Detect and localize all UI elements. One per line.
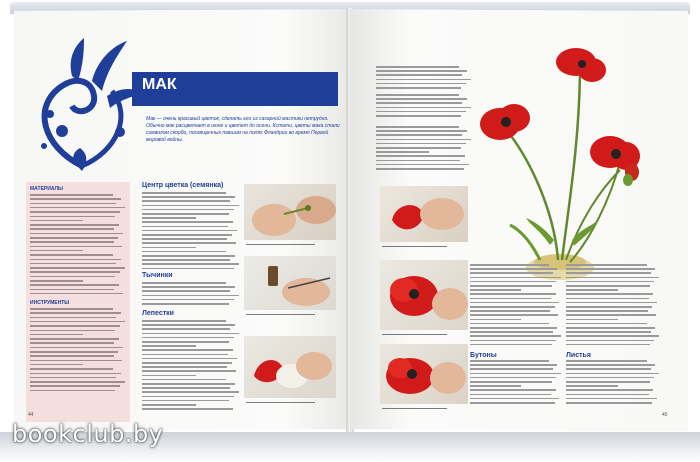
- left-page-number: 44: [28, 412, 34, 418]
- text-line: [30, 308, 113, 310]
- text-line: [376, 94, 459, 96]
- page-title: МАК: [142, 76, 177, 93]
- text-line: [566, 360, 647, 362]
- materials-heading: МАТЕРИАЛЫ: [30, 186, 63, 192]
- text-line: [470, 268, 557, 270]
- text-line: [566, 402, 652, 404]
- text-line: [30, 203, 116, 205]
- text-line: [246, 314, 315, 315]
- text-line: [142, 387, 230, 389]
- text-line: [470, 272, 553, 274]
- text-line: [142, 320, 226, 322]
- text-line: [376, 74, 462, 76]
- text-line: [30, 390, 115, 392]
- text-line: [142, 391, 239, 393]
- text-line: [142, 217, 196, 219]
- text-line: [142, 282, 226, 284]
- intro-paragraph: Мак — очень красивый цветок, сделать его из сахарной мастики нетрудно. Обычно мак расцветает в июне и цветет до осени. Кстати, цветы мака стали символом скорби, посвященных павшим на полях Фландрии во время Первой мировой войны.: [146, 116, 340, 143]
- text-line: [30, 334, 83, 336]
- section-heading-petals: Лепестки: [142, 310, 174, 317]
- text-line: [376, 87, 461, 89]
- text-line: [30, 194, 113, 196]
- text-line: [376, 115, 461, 117]
- text-line: [566, 368, 651, 370]
- text-line: [142, 333, 239, 335]
- text-line: [142, 408, 233, 410]
- text-line: [566, 389, 653, 391]
- watermark-text: bookclub.by: [12, 420, 164, 448]
- text-line: [376, 168, 464, 170]
- text-line: [142, 221, 233, 223]
- text-line: [246, 244, 315, 245]
- text-line: [142, 209, 234, 211]
- text-line: [142, 379, 226, 381]
- text-line: [142, 324, 235, 326]
- ornament-icon: [22, 36, 142, 176]
- photo-petal-wire: [380, 186, 468, 242]
- text-line: [142, 255, 235, 257]
- text-line: [142, 238, 227, 240]
- text-line: [566, 298, 649, 300]
- text-line: [376, 111, 466, 113]
- text-line: [142, 400, 229, 402]
- section-heading-leaves: Листья: [566, 352, 591, 359]
- text-line: [376, 102, 462, 104]
- text-line: [30, 259, 121, 261]
- text-line: [470, 323, 549, 325]
- text-line: [566, 381, 650, 383]
- text-line: [382, 408, 447, 409]
- text-line: [566, 319, 618, 321]
- text-line: [470, 335, 561, 337]
- text-line: [142, 370, 236, 372]
- text-line: [470, 285, 552, 287]
- text-line: [376, 126, 459, 128]
- text-line: [30, 360, 122, 362]
- text-line: [566, 314, 656, 316]
- text-line: [376, 139, 471, 141]
- text-line: [30, 355, 114, 357]
- text-line: [376, 164, 469, 166]
- text-line: [470, 368, 553, 370]
- text-line: [566, 293, 653, 295]
- photo-petals-assembled: [380, 260, 468, 330]
- text-line: [470, 293, 556, 295]
- text-line: [376, 107, 471, 109]
- text-line: [142, 366, 227, 368]
- text-line: [566, 331, 651, 333]
- photo-hands-wire: [244, 184, 336, 240]
- text-line: [30, 250, 83, 252]
- text-line: [30, 368, 113, 370]
- text-line: [142, 345, 196, 347]
- text-line: [376, 134, 462, 136]
- text-line: [566, 340, 654, 342]
- text-line: [30, 312, 121, 314]
- text-line: [470, 373, 561, 375]
- text-line: [30, 241, 114, 243]
- text-line: [470, 306, 555, 308]
- text-line: [30, 342, 114, 344]
- text-line: [566, 285, 650, 287]
- text-line: [30, 377, 116, 379]
- text-line: [376, 151, 429, 153]
- text-line: [142, 354, 228, 356]
- text-line: [566, 327, 655, 329]
- text-line: [142, 299, 234, 301]
- text-line: [376, 98, 467, 100]
- right-page-number: 45: [662, 412, 668, 418]
- text-line: [30, 224, 119, 226]
- photo-poppy-arrangement: [470, 40, 670, 300]
- text-line: [30, 373, 121, 375]
- text-line: [30, 211, 120, 213]
- tools-heading: ИНСТРУМЕНТЫ: [30, 300, 70, 306]
- text-line: [142, 349, 233, 351]
- text-line: [382, 334, 447, 335]
- text-line: [470, 381, 552, 383]
- text-line: [30, 330, 115, 332]
- text-line: [142, 263, 239, 265]
- text-line: [142, 328, 230, 330]
- text-line: [30, 233, 123, 235]
- text-line: [566, 323, 647, 325]
- text-line: [30, 293, 123, 295]
- text-line: [566, 385, 618, 387]
- text-line: [470, 402, 555, 404]
- text-line: [566, 373, 659, 375]
- section-heading-buds: Бутоны: [470, 352, 497, 359]
- text-line: [470, 310, 550, 312]
- text-line: [142, 259, 230, 261]
- text-line: [30, 347, 123, 349]
- text-line: [470, 281, 556, 283]
- text-line: [470, 327, 557, 329]
- text-line: [470, 360, 549, 362]
- text-line: [142, 268, 234, 270]
- text-line: [30, 198, 121, 200]
- text-line: [30, 220, 83, 222]
- text-line: [142, 230, 237, 232]
- text-line: [566, 344, 650, 346]
- text-line: [566, 268, 655, 270]
- text-line: [142, 234, 232, 236]
- text-line: [566, 394, 649, 396]
- text-line: [376, 130, 467, 132]
- text-line: [566, 264, 647, 266]
- text-line: [376, 160, 460, 162]
- text-line: [142, 396, 234, 398]
- text-line: [142, 362, 232, 364]
- text-line: [566, 272, 651, 274]
- text-line: [30, 228, 114, 230]
- text-line: [142, 196, 235, 198]
- text-line: [470, 331, 553, 333]
- text-line: [30, 216, 115, 218]
- text-line: [470, 319, 521, 321]
- text-line: [30, 246, 122, 248]
- text-line: [30, 338, 119, 340]
- text-line: [566, 398, 657, 400]
- text-line: [470, 302, 559, 304]
- text-line: [142, 200, 230, 202]
- text-line: [142, 226, 228, 228]
- text-line: [142, 383, 235, 385]
- text-line: [142, 303, 229, 305]
- text-line: [470, 344, 552, 346]
- text-line: [142, 286, 235, 288]
- text-line: [470, 364, 557, 366]
- text-line: [142, 404, 196, 406]
- text-line: [142, 251, 226, 253]
- text-line: [376, 79, 471, 81]
- text-line: [30, 385, 120, 387]
- text-line: [470, 385, 521, 387]
- text-line: [30, 289, 114, 291]
- text-line: [30, 254, 113, 256]
- text-line: [566, 377, 654, 379]
- text-line: [142, 247, 196, 249]
- text-line: [142, 192, 226, 194]
- text-line: [566, 289, 618, 291]
- text-line: [376, 83, 466, 85]
- text-line: [246, 402, 315, 403]
- text-line: [30, 325, 120, 327]
- text-line: [470, 277, 561, 279]
- text-line: [470, 377, 556, 379]
- text-line: [470, 264, 549, 266]
- text-line: [30, 276, 115, 278]
- text-line: [566, 306, 652, 308]
- section-heading-center: Центр цветка (семянка): [142, 182, 224, 189]
- text-line: [30, 284, 119, 286]
- text-line: [566, 335, 659, 337]
- text-line: [30, 267, 125, 269]
- text-line: [30, 381, 125, 383]
- text-line: [142, 290, 230, 292]
- text-line: [470, 298, 551, 300]
- text-line: [470, 314, 558, 316]
- text-line: [566, 277, 659, 279]
- text-line: [142, 341, 229, 343]
- text-line: [566, 310, 648, 312]
- text-line: [142, 205, 239, 207]
- text-line: [376, 66, 459, 68]
- text-line: [142, 375, 196, 377]
- text-line: [376, 143, 466, 145]
- photo-flower-finish: [380, 344, 468, 404]
- text-line: [470, 289, 521, 291]
- photo-stamens-paint: [244, 256, 336, 310]
- text-line: [30, 364, 83, 366]
- text-line: [30, 271, 120, 273]
- section-heading-stamens: Тычинки: [142, 272, 173, 279]
- text-line: [382, 246, 447, 247]
- text-line: [376, 147, 461, 149]
- text-line: [30, 237, 118, 239]
- text-line: [30, 317, 116, 319]
- text-line: [470, 389, 556, 391]
- text-line: [142, 337, 234, 339]
- text-line: [142, 295, 239, 297]
- photo-petals-cutting: [244, 336, 336, 398]
- text-line: [376, 155, 465, 157]
- text-line: [376, 70, 467, 72]
- text-line: [566, 281, 654, 283]
- text-line: [30, 321, 125, 323]
- text-line: [30, 351, 118, 353]
- text-line: [566, 302, 657, 304]
- text-line: [30, 280, 83, 282]
- text-line: [30, 207, 125, 209]
- text-line: [470, 394, 551, 396]
- text-line: [30, 263, 116, 265]
- text-line: [142, 358, 237, 360]
- text-line: [142, 213, 229, 215]
- text-line: [470, 398, 559, 400]
- text-line: [142, 242, 236, 244]
- text-line: [470, 340, 556, 342]
- text-line: [566, 364, 655, 366]
